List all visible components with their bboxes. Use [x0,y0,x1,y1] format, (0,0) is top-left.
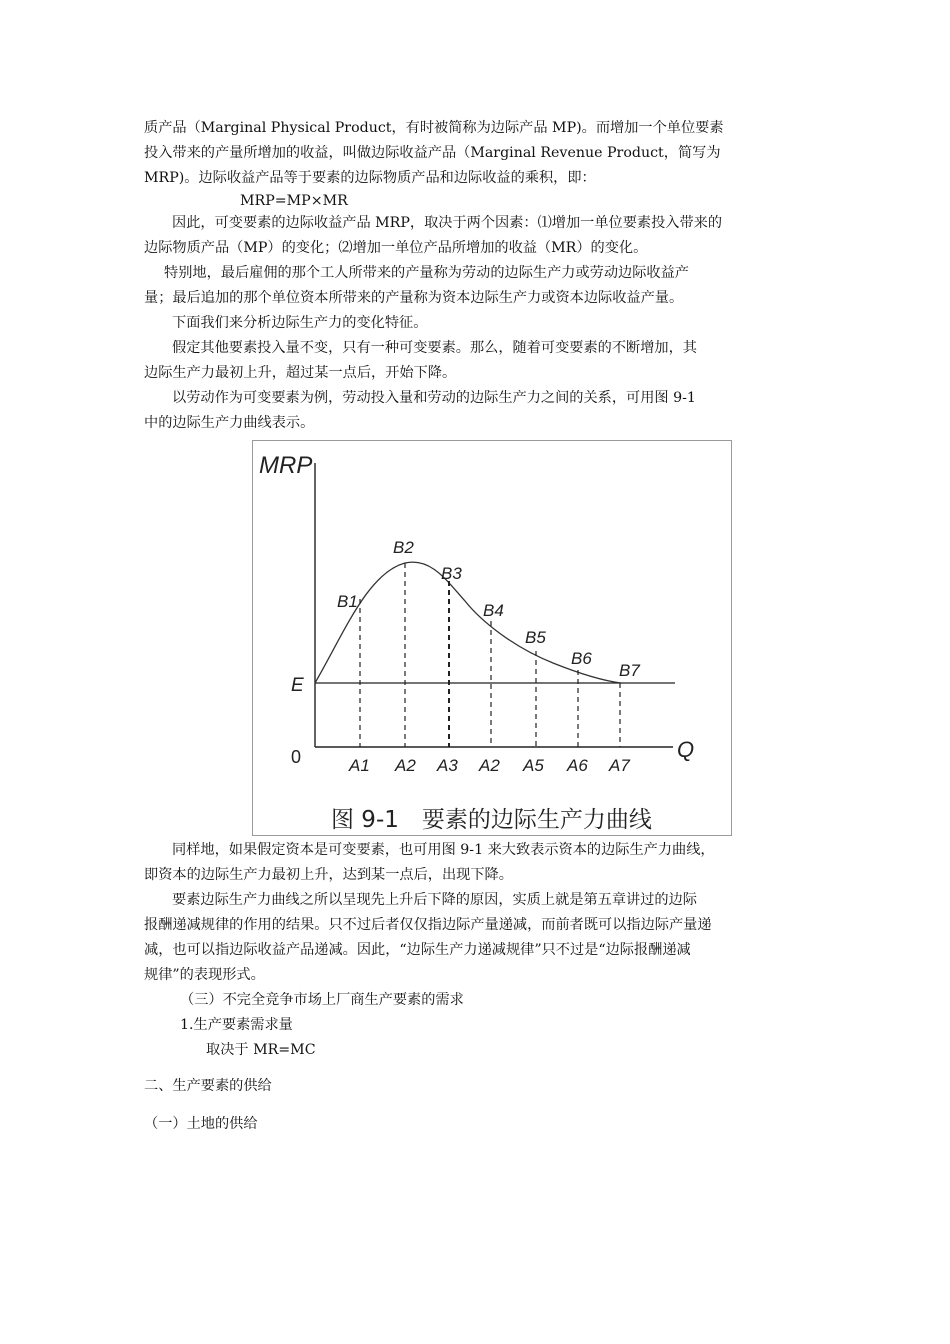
label-b4: B4 [483,601,504,620]
numbered-heading: 1.生产要素需求量 [180,1017,293,1033]
para-line: 投入带来的产量所增加的收益，叫做边际收益产品（Marginal Revenue Product，简写为 [144,145,721,161]
figure-9-1 [252,440,732,836]
label-a4: A2 [479,756,500,775]
label-b1: B1 [337,592,358,611]
label-b2: B2 [393,538,414,557]
para-line: MRP)。边际收益产品等于要素的边际物质产品和边际收益的乘积，即： [144,170,596,186]
label-a1: A1 [349,756,370,775]
para-line: 量；最后追加的那个单位资本所带来的产量称为资本边际生产力或资本边际收益产量。 [144,290,684,306]
para-line: 以劳动作为可变要素为例，劳动投入量和劳动的边际生产力之间的关系，可用图 9-1 [172,390,696,406]
para-line: 质产品（Marginal Physical Product，有时被简称为边际产品 MP)。而增加一个单位要素 [144,120,724,136]
label-a2: A2 [395,756,416,775]
para-line: 边际生产力最初上升，超过某一点后，开始下降。 [144,365,457,381]
para-line: 规律”的表现形式。 [144,967,265,983]
figure-caption: 图 9-1 要素的边际生产力曲线 [331,807,652,833]
origin-label: 0 [291,747,302,767]
section-heading-2: 二、生产要素的供给 [144,1078,272,1094]
label-b6: B6 [571,649,592,668]
para-line: 假定其他要素投入量不变，只有一种可变要素。那么，随着可变要素的不断增加，其 [172,340,697,356]
x-axis-label: Q [677,737,695,762]
subsection-heading: （三）不完全竞争市场上厂商生产要素的需求 [180,992,464,1008]
para-line: 因此，可变要素的边际收益产品 MRP，取决于两个因素：⑴增加一单位要素投入带来的 [172,215,723,231]
label-b5: B5 [525,628,546,647]
label-a7: A7 [609,756,630,775]
label-a6: A6 [567,756,588,775]
text-block-bottom [144,838,810,1063]
section-heading-2-1: （一）土地的供给 [144,1116,258,1132]
formula: MRP=MP×MR [240,193,348,209]
para-line: 下面我们来分析边际生产力的变化特征。 [172,315,428,331]
para-line: 中的边际生产力曲线表示。 [144,415,315,431]
mrp-curve-diagram [253,441,731,835]
label-b7: B7 [619,661,640,680]
text-block-top [144,116,810,436]
para-line: 减，也可以指边际收益产品递减。因此，“边际生产力递减规律”只不过是“边际报酬递减 [144,942,691,958]
label-b3: B3 [441,564,462,583]
para-line: 即资本的边际生产力最初上升，达到某一点后，出现下降。 [144,867,513,883]
determinant-text: 取决于 MR=MC [206,1042,316,1058]
label-a3: A3 [437,756,458,775]
para-line: 报酬递减规律的作用的结果。只不过后者仅仅指边际产量递减，而前者既可以指边际产量递 [144,917,712,933]
para-line: 特别地，最后雇佣的那个工人所带来的产量称为劳动的边际生产力或劳动边际收益产 [164,265,689,281]
para-line: 边际物质产品（MP）的变化；⑵增加一单位产品所增加的收益（MR）的变化。 [144,240,648,256]
y-axis-label: MRP [259,452,313,479]
e-label: E [291,675,304,696]
para-line: 要素边际生产力曲线之所以呈现先上升后下降的原因，实质上就是第五章讲过的边际 [172,892,697,908]
label-a5: A5 [523,756,544,775]
para-line: 同样地，如果假定资本是可变要素，也可用图 9-1 来大致表示资本的边际生产力曲线， [172,842,715,858]
